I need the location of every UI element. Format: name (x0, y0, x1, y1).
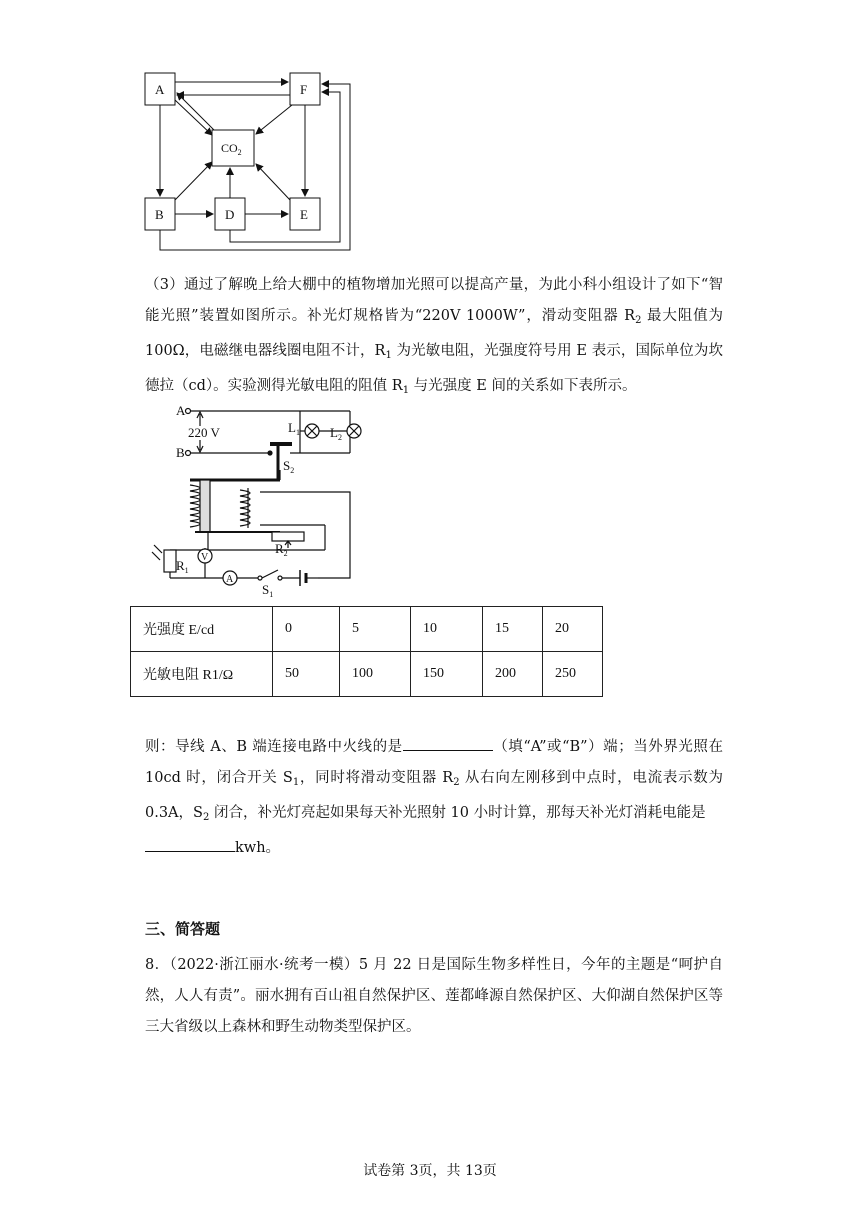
section-heading: 三、简答题 (145, 920, 221, 938)
terminal-b (186, 451, 191, 456)
node-f-label: F (300, 82, 308, 97)
question-3-intro: （3）通过了解晚上给大棚中的植物增加光照可以提高产量，为此小科小组设计了如下“智能光照”装置如图所示。补光灯规格皆为“220V 1000W”，滑动变阻器 $R_2$ 最大阻值为100Ω，电磁继电器线圈电阻不计，$R_1$ 为光敏电阻，光强度符号用 E 表示，国际单位为坎德拉（cd）。实验测得光敏电阻的阻值 $R_1$ 与光强度 E 间的关系如下表所示。 (145, 277, 724, 396)
answer-blank-1[interactable] (403, 736, 493, 751)
switch-s1 (262, 570, 278, 578)
table-cell: 150 (411, 652, 483, 697)
table-cell: 0 (273, 607, 340, 652)
voltmeter-label: V (201, 552, 209, 563)
node-b-label: B (155, 207, 164, 222)
ammeter-label: A (226, 574, 234, 585)
rheostat-r2 (272, 532, 304, 541)
terminal-a (186, 409, 191, 414)
terminal-b-label: B (176, 445, 185, 460)
table-cell: 200 (483, 652, 543, 697)
r2-label: $R_2$ (275, 541, 288, 558)
light-resistance-table (130, 606, 603, 697)
question-3-prompt: 则：导线 A、B 端连接电路中火线的是 （填“A”或“B”）端；当外界光照在10cd 时，闭合开关 $S_1$，同时将滑动变阻器 $R_2$ 从右向左刚移到中点时，电流表示数为 0.3A，$S_2$ 闭合，补光灯亮起如果每天补光照射 10 小时计算，那每天补光灯消耗电能是 kwh。 (145, 732, 723, 864)
table-cell: 50 (273, 652, 340, 697)
table-cell: 5 (340, 607, 411, 652)
table-row (131, 607, 603, 652)
page-footer: 试卷第 3页，共 13页 (363, 1163, 497, 1179)
s2-label: $S_2$ (283, 458, 295, 475)
table-cell: 100 (340, 652, 411, 697)
carbon-cycle-diagram (120, 60, 370, 260)
node-d-label: D (225, 207, 235, 222)
node-a-label: A (155, 82, 165, 97)
r1-label: $R_1$ (176, 558, 189, 575)
terminal-a-label: A (176, 403, 186, 418)
table-cell: 光强度 E/cd (131, 607, 273, 652)
table-cell: 15 (483, 607, 543, 652)
s1-label: $S_1$ (262, 582, 274, 599)
node-co2-label: $CO_2$ (221, 141, 242, 157)
answer-blank-2[interactable] (145, 837, 235, 852)
l2-label: $L_2$ (330, 425, 342, 442)
table-row (131, 652, 603, 697)
circuit-diagram (140, 400, 380, 600)
table-cell: 光敏电阻 R1/Ω (131, 652, 273, 697)
table-cell: 250 (543, 652, 603, 697)
question-8: 8．（2022·浙江丽水·统考一模）5 月 22 日是国际生物多样性日，今年的主题是“呵护自然，人人有责”。丽水拥有百山祖自然保护区、莲都峰源自然保护区、大仰湖自然保护区等三大省级以上森林和野生动物类型保护区。 (145, 957, 723, 1035)
photoresistor-r1 (164, 550, 176, 572)
node-e-label: E (300, 207, 308, 222)
table-cell: 10 (411, 607, 483, 652)
voltage-label: 220 V (188, 425, 220, 440)
l1-label: $L_1$ (288, 420, 300, 437)
table-cell: 20 (543, 607, 603, 652)
